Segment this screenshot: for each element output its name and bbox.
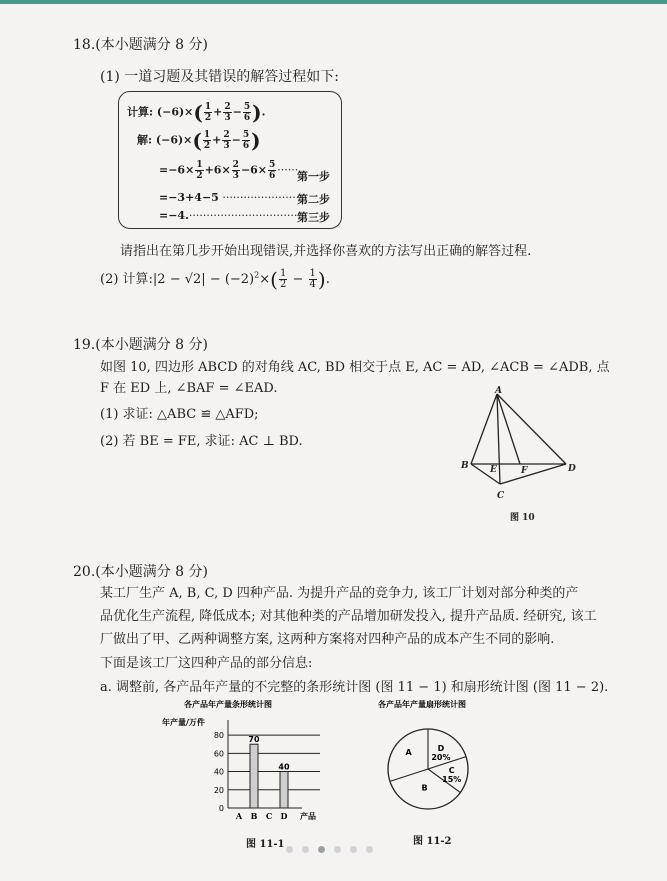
calc-line: 计算: (−6)×( $\frac{1}{2}$ + $\frac{2}{3}$ − $\frac{5}{6}$ ). [127,100,266,125]
pie-label-D: D [437,744,445,754]
step2-label: 第二步 [297,193,330,206]
label-F: F [521,466,528,476]
q20-p1: 某工厂生产 A, B, C, D 四种产品. 为提升产品的竞争力, 该工厂计划对部分种类的产 [100,586,579,601]
bar-chart-caption: 图 11-1 [246,839,285,850]
bar-B [250,744,258,808]
q19-line2: F 在 ED 上, ∠BAF = ∠EAD. [100,381,278,396]
y-tick-label: 80 [213,731,224,741]
figure-10-caption: 图 10 [510,513,535,523]
calc-neg6: (−6)× [156,105,194,119]
label-C: C [497,491,505,501]
y-tick-label: 0 [218,804,224,813]
q18-header: 18.(本小题满分 8 分) [73,37,208,53]
sol-line: 解: (−6)×( $\frac{1}{2}$ + $\frac{2}{3}$ − $\frac{5}{6}$ ) [137,128,261,153]
step1-label: 第一步 [297,170,330,183]
q20-p4: 下面是该工厂这四种产品的部分信息: [100,656,313,671]
q19-line1: 如图 10, 四边形 ABCD 的对角线 AC, BD 相交于点 E, AC = AD, ∠ACB = ∠ADB, 点 [100,360,610,375]
q19-part2: (2) 若 BE = FE, 求证: AC ⊥ BD. [100,434,303,449]
x-tick-label: D [280,811,288,821]
y-tick-label: 20 [213,785,224,795]
page-dot[interactable] [334,846,341,853]
bar-data-label: 70 [248,735,260,745]
step3-label: 第三步 [297,211,330,224]
bar-chart-xlabel: 产品 [300,812,316,821]
label-D: D [568,464,576,474]
x-tick-label: C [265,811,273,821]
sol-step2-line: =−3+4−5 ······················· [159,191,303,204]
frac-5-6: $\frac{5}{6}$ [243,102,251,123]
y-tick-label: 40 [213,767,224,777]
bar-D [280,772,288,808]
bar-chart-11-1 [150,696,320,841]
q18-solution-box [118,91,342,229]
q20-header: 20.(本小题满分 8 分) [73,564,208,580]
label-A: A [495,386,502,396]
bar-data-label: 40 [278,762,290,772]
q18-instruction: 请指出在第几步开始出现错误,并选择你喜欢的方法写出正确的解答过程. [120,244,532,259]
bar-chart-title: 各产品年产量条形统计图 [184,700,272,709]
x-tick-label: B [250,811,258,821]
calc-label: 计算: [127,105,154,119]
q19-part1: (1) 求证: △ABC ≌ △AFD; [100,407,259,422]
q19-header: 19.(本小题满分 8 分) [73,337,208,353]
figure-10-quadrilateral [455,384,585,526]
pie-slice-border [390,769,428,781]
sol-step1-line: =−6× $\frac{1}{2}$ +6× $\frac{2}{3}$ −6× $\frac{5}{6}$ ······ [159,160,299,181]
bar-chart-ylabel: 年产量/万件 [162,718,205,727]
sol-label: 解: [137,133,153,147]
pie-value-D: 20% [431,753,451,763]
label-E: E [490,465,497,475]
pie-label-B: B [421,783,428,793]
q20-a-line: a. 调整前, 各产品年产量的不完整的条形统计图 (图 11 − 1) 和扇形统计图 (图 11 − 2). [100,680,609,695]
page-dot[interactable] [302,846,309,853]
sol-step3-line: =−4.································· [159,209,305,222]
pie-value-C: 15% [442,774,462,784]
pie-label-A: A [405,747,412,757]
label-B: B [461,461,469,471]
pie-chart-caption: 图 11-2 [413,836,452,847]
q20-p3: 厂做出了甲、乙两种调整方案, 这两种方案将对四种产品的成本产生不同的影响. [100,632,555,647]
x-tick-label: A [235,811,243,821]
page-indicator[interactable] [286,846,373,853]
q20-p2: 品优化生产流程, 降低成本; 对其他种类的产品增加研发投入, 提升产品质. 经研究, 该工 [100,609,597,624]
pie-label-C: C [448,765,455,775]
frac-2-3: $\frac{2}{3}$ [224,102,231,123]
q18-part2: (2) 计算:|2 − $√2| - (-2)^2\times$( $\frac{1}{2}$ − $\frac{1}{4}$ ). [100,267,330,292]
top-accent-bar [0,0,667,4]
y-tick-label: 60 [213,749,224,759]
page-dot[interactable] [286,846,293,853]
page-dot[interactable] [366,846,373,853]
pie-chart-title: 各产品年产量扇形统计图 [378,700,466,709]
page-dot[interactable] [350,846,357,853]
q18-part1: (1) 一道习题及其错误的解答过程如下: [100,69,339,85]
page-dot-active[interactable] [318,846,325,853]
pie-chart-11-2 [370,696,500,821]
frac-1-2: $\frac{1}{2}$ [204,102,212,123]
